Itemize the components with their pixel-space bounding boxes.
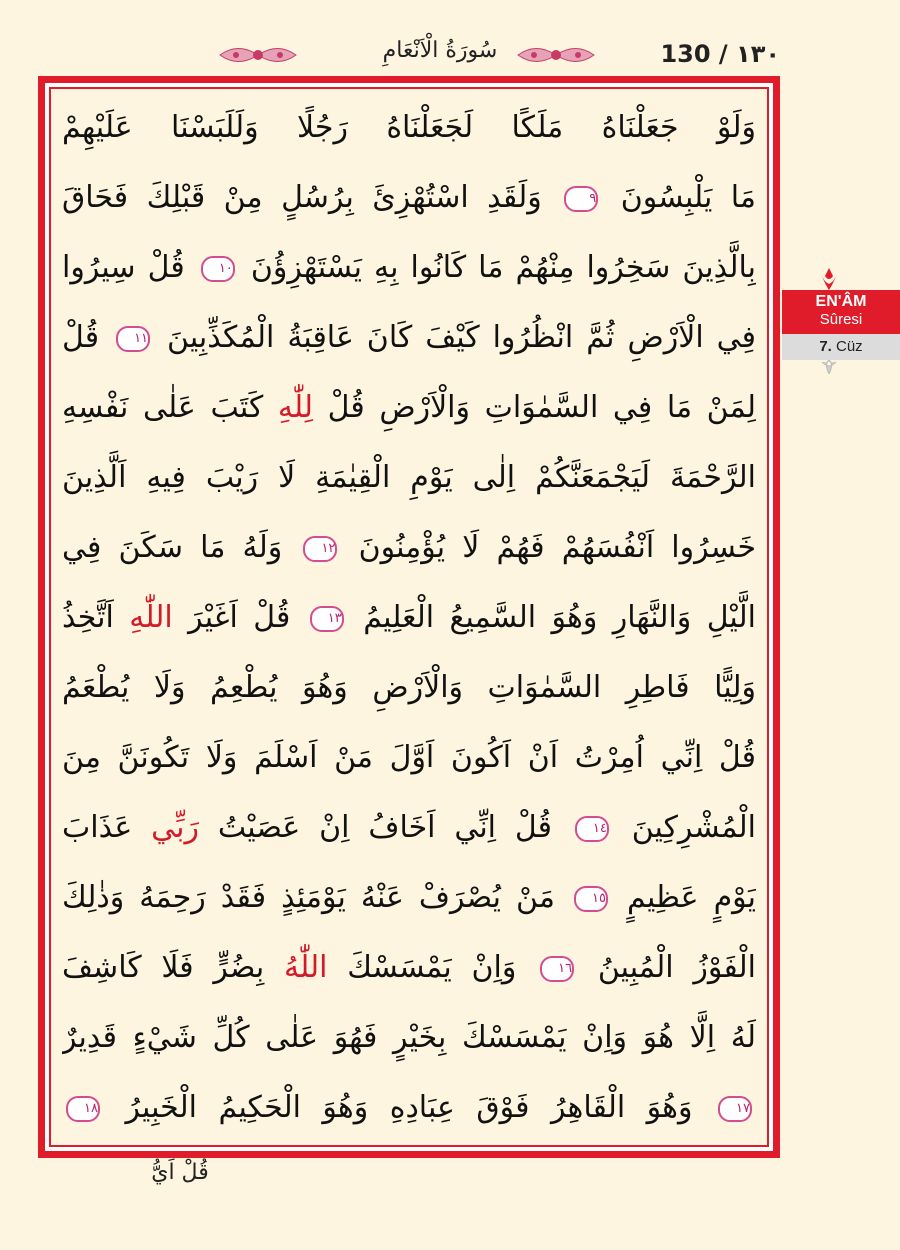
ayah-marker-17: ١٧ — [718, 1096, 752, 1122]
text-line-5: لِمَنْ مَا فِي السَّمٰوَاتِ وَالْاَرْضِ قُلْ لِلّٰهِ كَتَبَ عَلٰى نَفْسِهِ — [62, 390, 756, 425]
ayah-marker-14: ١٤ — [575, 816, 609, 842]
text-line-9: وَلِيًّا فَاطِرِ السَّمٰوَاتِ وَالْاَرْضِ وَهُوَ يُطْعِمُ وَلَا يُطْعَمُ — [62, 670, 756, 705]
text-line-3: بِالَّذِينَ سَخِرُوا مِنْهُمْ مَا كَانُوا بِهِ يَسْتَهْزِؤُنَ ١٠ قُلْ سِيرُوا — [62, 250, 756, 285]
text-line-12: يَوْمٍ عَظِيمٍ ١٥ مَنْ يُصْرَفْ عَنْهُ يَوْمَئِذٍ فَقَدْ رَحِمَهُ وَذٰلِكَ — [62, 880, 756, 915]
ayah-marker-12: ١٢ — [303, 536, 337, 562]
text-line-2: مَا يَلْبِسُونَ ٩ وَلَقَدِ اسْتُهْزِئَ بِرُسُلٍ مِنْ قَبْلِكَ فَحَاقَ — [62, 180, 756, 215]
surah-name: EN'ÂM — [815, 293, 867, 310]
tulip-ornament-icon — [818, 268, 840, 290]
cuz-label-box — [782, 334, 900, 360]
ayah-marker-10: ١٠ — [201, 256, 235, 282]
page-number: 130 / ١٣٠ — [660, 40, 780, 68]
ayah-marker-15: ١٥ — [574, 886, 608, 912]
left-ornament-icon — [218, 42, 298, 68]
divine-name: اللّٰهِ — [129, 600, 173, 635]
page-header — [0, 0, 900, 80]
divine-name: رَبِّي — [151, 810, 199, 845]
text-line-14: لَهُ اِلَّا هُوَ وَاِنْ يَمْسَسْكَ بِخَيْرٍ فَهُوَ عَلٰى كُلِّ شَيْءٍ قَدِيرٌ — [62, 1020, 756, 1055]
quran-text — [62, 92, 756, 1140]
ayah-marker-16: ١٦ — [540, 956, 574, 982]
catchword: قُلْ اَيُّ — [151, 1160, 209, 1185]
ayah-marker-13: ١٣ — [310, 606, 344, 632]
drop-ornament-icon — [818, 360, 840, 374]
text-line-6: الرَّحْمَةَ لَيَجْمَعَنَّكُمْ اِلٰى يَوْمِ الْقِيٰمَةِ لَا رَيْبَ فِيهِ اَلَّذِينَ — [62, 460, 756, 495]
ayah-marker-18: ١٨ — [66, 1096, 100, 1122]
divine-name: اللّٰهُ — [284, 950, 328, 985]
cuz-word: Cüz — [836, 338, 863, 355]
cuz-number: 7. — [819, 338, 832, 355]
text-line-1: وَلَوْ جَعَلْنَاهُ مَلَكًا لَجَعَلْنَاهُ رَجُلًا وَلَلَبَسْنَا عَلَيْهِمْ — [62, 110, 756, 145]
surah-label-box — [782, 290, 900, 334]
text-line-8: الَّيْلِ وَالنَّهَارِ وَهُوَ السَّمِيعُ الْعَلِيمُ ١٣ قُلْ اَغَيْرَ اللّٰهِ اَتَّخِذُ — [62, 600, 756, 635]
right-ornament-icon — [516, 42, 596, 68]
surah-side-tab[interactable] — [782, 268, 900, 368]
ayah-marker-11: ١١ — [116, 326, 150, 352]
ayah-marker-9: ٩ — [564, 186, 598, 212]
surah-title: سُورَةُ الْاَنْعَامِ — [382, 38, 498, 63]
surah-word: Sûresi — [819, 311, 863, 328]
divine-name: لِلّٰهِ — [277, 390, 314, 425]
text-line-15: ١٧ وَهُوَ الْقَاهِرُ فَوْقَ عِبَادِهِ وَهُوَ الْحَكِيمُ الْخَبِيرُ ١٨ — [62, 1072, 756, 1144]
text-line-7: خَسِرُوا اَنْفُسَهُمْ فَهُمْ لَا يُؤْمِنُونَ ١٢ وَلَهُ مَا سَكَنَ فِي — [62, 530, 756, 565]
text-line-11: الْمُشْرِكِينَ ١٤ قُلْ اِنِّي اَخَافُ اِنْ عَصَيْتُ رَبِّي عَذَابَ — [62, 810, 756, 845]
text-line-4: فِي الْاَرْضِ ثُمَّ انْظُرُوا كَيْفَ كَانَ عَاقِبَةُ الْمُكَذِّبِينَ ١١ قُلْ — [62, 320, 756, 355]
text-line-13: الْفَوْزُ الْمُبِينُ ١٦ وَاِنْ يَمْسَسْكَ اللّٰهُ بِضُرٍّ فَلَا كَاشِفَ — [62, 950, 756, 985]
text-line-10: قُلْ اِنِّي اُمِرْتُ اَنْ اَكُونَ اَوَّلَ مَنْ اَسْلَمَ وَلَا تَكُونَنَّ مِنَ — [62, 740, 756, 775]
